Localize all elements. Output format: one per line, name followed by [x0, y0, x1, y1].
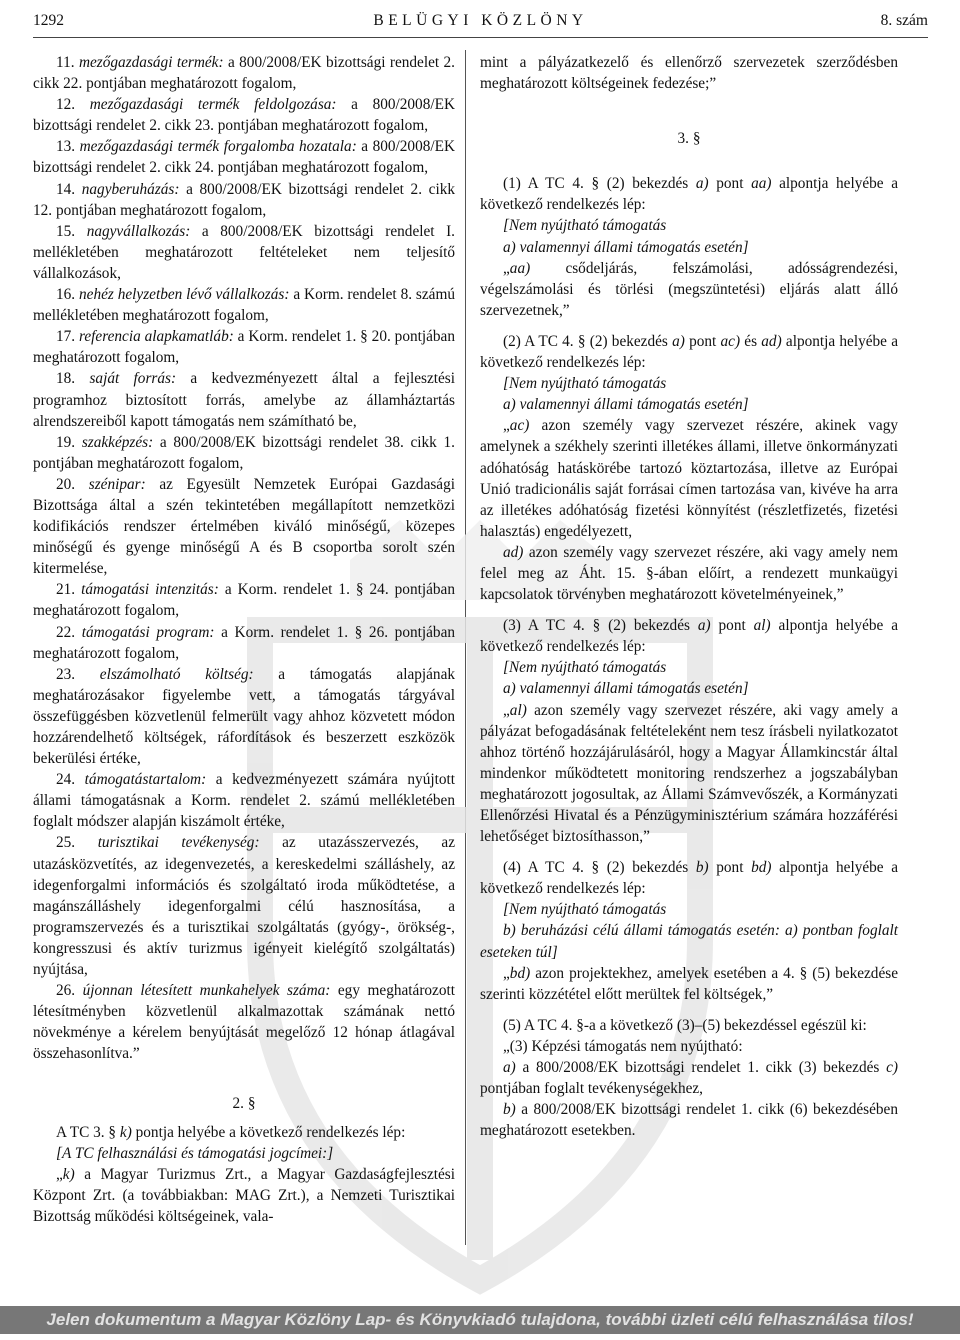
- paragraph-3-quote: „al) azon személy vagy szervezet részére, aki vagy amely a pályázat befogadásának feltételeként nem tesz írásbeli nyilatkozatot ahhoz történő hozzájárulásáról, hogy a Magyar Államkincstár által mindenkor működtetett monitoring rendszerhez a jogszabályban meghatározott jogosultak, az Állami Számvevőszék, a Kormányzati Ellenőrzési Hivatal és a Pénzügyminisztérium számára hozzáférési lehetőséget biztosíthasson,”: [480, 701, 898, 846]
- definition-list: [33, 52, 455, 1065]
- definition-item: 24. támogatástartalom: a kedvezményezett számára nyújtott állami támogatásnak a Korm. rendelet 2. számú mellékletében foglalt módszer alapján kiszámolt értéke,: [33, 771, 456, 831]
- definition-item: 17. referencia alapkamatláb: a Korm. rendelet 1. § 20. pontjában meghatározott fogalom,: [33, 328, 455, 367]
- definition-item: 22. támogatási program: a Korm. rendelet 1. § 26. pontjában meghatározott fogalom,: [33, 623, 456, 662]
- section-2-quote: „k) a Magyar Turizmus Zrt., a Magyar Gazdaságfejlesztési Központ Zrt. (a továbbiakban: MAG Zrt.), a Nemzeti Turisztikai Bizottság működési költségeinek, vala-: [33, 1165, 455, 1225]
- paragraph-1-bracket-2: a) valamennyi állami támogatás esetén]: [503, 238, 749, 256]
- paragraph-3-bracket-2: a) valamennyi állami támogatás esetén]: [503, 680, 749, 698]
- definition-item: 11. mezőgazdasági termék: a 800/2008/EK bizottsági rendelet 2. cikk 22. pontjában meghatározott fogalom,: [33, 54, 455, 93]
- paragraph-5-item-a: a) a 800/2008/EK bizottsági rendelet 1. cikk (3) bekezdés c) pontjában foglalt tevékenységekhez,: [480, 1059, 898, 1098]
- copyright-footer: [0, 1306, 960, 1334]
- paragraph-5-intro: (5) A TC 4. §-a a következő (3)–(5) bekezdéssel egészül ki:: [503, 1016, 867, 1034]
- definition-item: 25. turisztikai tevékenység: az utazásszervezés, az utazásközvetítés, az idegenvezetés, a kereskedelmi szálláshely, az idegenforgalmi információs és szolgáltató iroda működtetése, a magánszálláshely idegenforgalmi célú hasznosítása, a programszervezés és a turisztikai szolgáltatás (gyógy-, örökség-, kongresszusi és aktív turizmus igényeit kielégítő szolgáltatás) nyújtása,: [33, 834, 456, 979]
- paragraph-1-bracket-1: [Nem nyújtható támogatás: [503, 217, 667, 235]
- header-rule: [33, 37, 928, 38]
- right-column: [480, 52, 898, 1141]
- journal-title: BELÜGYI KÖZLÖNY: [373, 12, 588, 29]
- issue-number: 8. szám: [880, 12, 928, 29]
- definition-item: 16. nehéz helyzetben lévő vállalkozás: a Korm. rendelet 8. számú mellékletében meghatározott fogalom,: [33, 286, 456, 325]
- definition-item: 21. támogatási intenzitás: a Korm. rendelet 1. § 24. pontjában meghatározott fogalom,: [33, 581, 455, 620]
- definition-item: 14. nagyberuházás: a 800/2008/EK bizottsági rendelet 2. cikk 12. pontjában meghatározott fogalom,: [33, 180, 455, 219]
- definition-item: 26. újonnan létesített munkahelyek száma: egy meghatározott létesítményben közvetlenül alkalmazottak számának nettó növekménye a kérelem benyújtását megelőző 12 hónap átlagával összehasonlítva.”: [33, 982, 455, 1063]
- section-heading-3: 3. §: [677, 130, 701, 148]
- paragraph-4-intro: (4) A TC 4. § (2) bekezdés b) pont bd) alpontja helyébe a következő rendelkezés lép:: [480, 859, 898, 898]
- definition-item: 19. szakképzés: a 800/2008/EK bizottsági rendelet 38. cikk 1. pontjában meghatározott fogalom,: [33, 433, 455, 472]
- page-header: [33, 12, 928, 34]
- paragraph-3-intro: (3) A TC 4. § (2) bekezdés a) pont al) alpontja helyébe a következő rendelkezés lép:: [480, 617, 899, 656]
- paragraph-2-quote-ad: ad) azon személy vagy szervezet részére, aki vagy amely nem felel meg az Áht. 15. §-ában előírt, a rendezett munkaügyi kapcsolatok törvényben meghatározott követelményeinek,”: [480, 543, 898, 604]
- paragraph-2-bracket-2: a) valamennyi állami támogatás esetén]: [503, 396, 749, 414]
- definition-item: 12. mezőgazdasági termék feldolgozása: a 800/2008/EK bizottsági rendelet 2. cikk 23. pontjában meghatározott fogalom,: [33, 96, 455, 135]
- paragraph-3-bracket-1: [Nem nyújtható támogatás: [503, 659, 667, 677]
- page-number: 1292: [33, 12, 64, 29]
- paragraph-5-item-b: b) a 800/2008/EK bizottsági rendelet 1. cikk (6) bekezdésében meghatározott esetekben.: [480, 1101, 898, 1140]
- paragraph-2-quote-ac: „ac) azon személy vagy szervezet részére, akinek vagy amelynek a székhely szerinti illetékes állami, illetve önkormányzati adóhatóság hatáskörébe tartozó köztartozása, illetve az Európai Unió tradicionális saját forrásai címen tartozása van, kivéve ha arra az illetékes adóhatóság fizetési könnyítést (részletfizetés, fizetési halasztás) engedélyezett,: [480, 417, 898, 540]
- definition-item: 15. nagyvállalkozás: a 800/2008/EK bizottsági rendelet I. mellékletében meghatározott feltételeket nem teljesítő vállalkozások,: [33, 222, 456, 282]
- paragraph-2-intro: (2) A TC 4. § (2) bekezdés a) pont ac) és ad) alpontja helyébe a következő rendelkezés lép:: [480, 332, 898, 372]
- paragraph-1-intro: (1) A TC 4. § (2) bekezdés a) pont aa) alpontja helyébe a következő rendelkezés lép:: [480, 175, 898, 214]
- definition-item: 20. szénipar: az Egyesült Nemzetek Európai Gazdasági Bizottsága által a szén tekintetében megállapított nemzetközi kodifikációs rendszer értelmében kiváló minőségű, közepes minőségű és gyenge minőségű A és B csoportba sorolt szén kitermelése,: [33, 475, 455, 578]
- paragraph-1-quote: „aa) csődeljárás, felszámolási, adósságrendezési, végelszámolási és törlési (megszüntetési) eljárás alatt álló szervezetnek,”: [480, 259, 898, 319]
- copyright-notice: Jelen dokumentum a Magyar Közlöny Lap- és Könyvkiadó tulajdona, további üzleti célú felhasználása tilos!: [46, 1310, 914, 1329]
- definition-item: 18. saját forrás: a kedvezményezett által a fejlesztési programhoz biztosított forrás, amelybe az államháztartás alrendszereiből kapott támogatás nem számítható be,: [33, 370, 455, 430]
- section-2-bracket: [A TC felhasználási és támogatási jogcímei:]: [56, 1144, 334, 1162]
- paragraph-4-bracket-1: [Nem nyújtható támogatás: [503, 901, 667, 919]
- continuation-paragraph: mint a pályázatkezelő és ellenőrző szervezetek szerződésben meghatározott költségeinek fedezése;”: [480, 54, 898, 93]
- definition-item: 13. mezőgazdasági termék forgalomba hozatala: a 800/2008/EK bizottsági rendelet 2. cikk 24. pontjában meghatározott fogalom,: [33, 138, 456, 177]
- paragraph-4-quote: „bd) azon projektekhez, amelyek esetében a 4. § (5) bekezdése szerinti közzététel előtt merültek fel költségek,”: [480, 964, 898, 1003]
- paragraph-4-bracket-2: b) beruházási célú állami támogatás esetén: a) pontban foglalt eseteken túl]: [480, 922, 898, 961]
- paragraph-2-bracket-1: [Nem nyújtható támogatás: [503, 375, 667, 393]
- definition-item: 23. elszámolható költség: a támogatás alapjának meghatározásakor figyelembe vett, a támogatás tárgyával összefüggésben közvetlenül felmerült vagy ahhoz közvetett módon hozzárendelhető költségek, ráfordítások és beszerzett eszközök bekerülési értéke,: [33, 665, 456, 768]
- section-heading-2: 2. §: [232, 1094, 256, 1112]
- left-column: [33, 52, 455, 1227]
- paragraph-5-quote: „(3) Képzési támogatás nem nyújtható:: [503, 1037, 743, 1055]
- section-2-intro: A TC 3. § k) pontja helyébe a következő rendelkezés lép:: [56, 1123, 406, 1141]
